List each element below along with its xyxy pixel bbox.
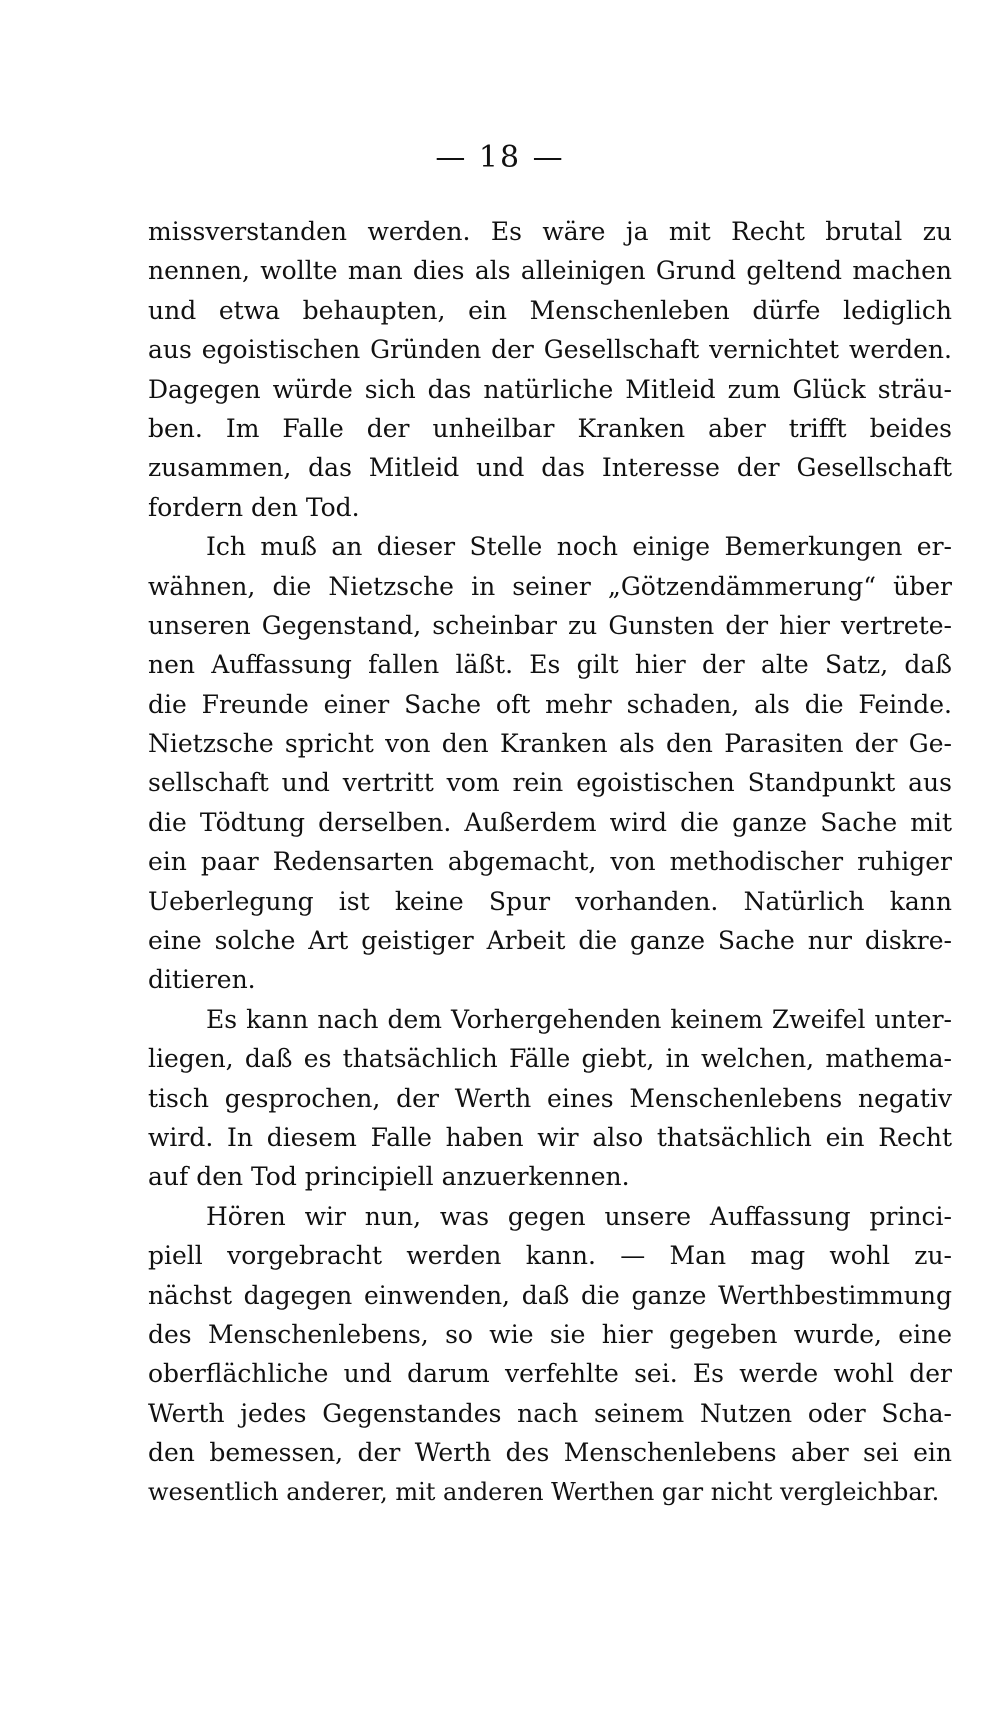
text-line: die Freunde einer Sache oft mehr schaden, als die Feinde. bbox=[148, 689, 952, 719]
text-line: des Menschenlebens, so wie sie hier gegeben wurde, eine bbox=[148, 1319, 952, 1349]
text-line: den bemessen, der Werth des Menschenlebens aber sei ein bbox=[148, 1438, 952, 1468]
text-line: nennen, wollte man dies als alleinigen Grund geltend machen bbox=[148, 256, 952, 286]
text-line: Werth jedes Gegenstandes nach seinem Nutzen oder Scha- bbox=[148, 1398, 952, 1428]
text-line: Es kann nach dem Vorhergehenden keinem Zweifel unter- bbox=[206, 1004, 952, 1034]
text-line: wird. In diesem Falle haben wir also thatsächlich ein Recht bbox=[148, 1122, 952, 1152]
text-line: piell vorgebracht werden kann. — Man mag wohl zu- bbox=[148, 1241, 952, 1271]
text-line: wesentlich anderer, mit anderen Werthen gar nicht vergleichbar. bbox=[148, 1477, 940, 1506]
text-line: und etwa behaupten, ein Menschenleben dürfe lediglich bbox=[148, 295, 952, 325]
text-line: wähnen, die Nietzsche in seiner „Götzendämmerung“ über bbox=[148, 571, 952, 601]
text-line: zusammen, das Mitleid und das Interesse der Gesellschaft bbox=[148, 453, 952, 483]
text-line: Hören wir nun, was gegen unsere Auffassung princi- bbox=[206, 1201, 952, 1231]
text-line: tisch gesprochen, der Werth eines Menschenlebens negativ bbox=[148, 1083, 952, 1113]
text-line: Ich muß an dieser Stelle noch einige Bemerkungen er- bbox=[206, 532, 952, 562]
text-line: ben. Im Falle der unheilbar Kranken aber trifft beides bbox=[148, 413, 952, 443]
text-line: nen Auffassung fallen läßt. Es gilt hier der alte Satz, daß bbox=[148, 650, 952, 680]
text-line: ein paar Redensarten abgemacht, von methodischer ruhiger bbox=[148, 847, 952, 877]
text-line: oberflächliche und darum verfehlte sei. Es werde wohl der bbox=[148, 1359, 952, 1389]
text-line: eine solche Art geistiger Arbeit die ganze Sache nur diskre- bbox=[148, 926, 952, 956]
text-line: missverstanden werden. Es wäre ja mit Recht brutal zu bbox=[148, 217, 952, 246]
text-line: Nietzsche spricht von den Kranken als den Parasiten der Ge- bbox=[148, 729, 952, 759]
text-line: nächst dagegen einwenden, daß die ganze Werthbestimmung bbox=[148, 1280, 952, 1310]
text-line: unseren Gegenstand, scheinbar zu Gunsten der hier vertrete- bbox=[148, 610, 952, 640]
text-line: die Tödtung derselben. Außerdem wird die ganze Sache mit bbox=[148, 807, 952, 837]
text-line: fordern den Tod. bbox=[148, 492, 360, 522]
text-line: liegen, daß es thatsächlich Fälle giebt, in welchen, mathema- bbox=[148, 1044, 952, 1074]
text-line: ditieren. bbox=[148, 965, 256, 995]
page-number: — 18 — bbox=[435, 140, 565, 175]
text-line: sellschaft und vertritt vom rein egoistischen Standpunkt aus bbox=[148, 768, 952, 798]
text-line: auf den Tod principiell anzuerkennen. bbox=[148, 1162, 630, 1192]
text-line: Ueberlegung ist keine Spur vorhanden. Natürlich kann bbox=[148, 886, 952, 916]
body-text bbox=[148, 212, 952, 1512]
text-line: Dagegen würde sich das natürliche Mitleid zum Glück sträu- bbox=[148, 374, 952, 404]
text-line: aus egoistischen Gründen der Gesellschaft vernichtet werden. bbox=[148, 335, 952, 365]
